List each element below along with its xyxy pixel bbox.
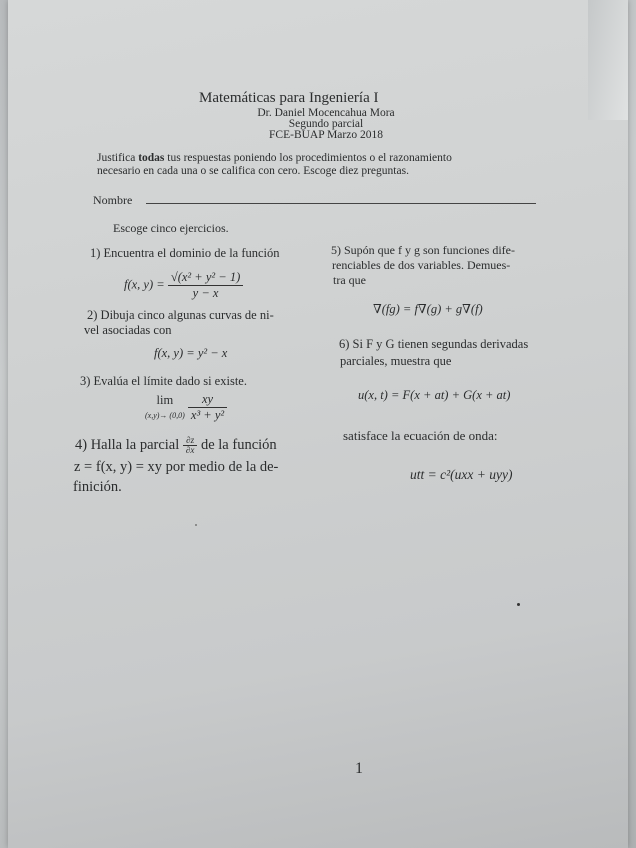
choose-instruction: Escoge cinco ejercicios.: [113, 221, 229, 235]
problem-4-pre: 4) Halla la parcial: [75, 437, 180, 453]
problem-4-derivative: [183, 436, 197, 455]
instructions-line1: tus respuestas poniendo los procedimientos o el razonamiento: [164, 152, 452, 164]
problem-1-numerator: √(x² + y² − 1): [168, 270, 243, 286]
exam-author: Dr. Daniel Mocencahua Mora: [257, 107, 395, 119]
problem-1-formula: [124, 270, 243, 301]
problem-1-fraction: [168, 270, 243, 301]
problem-3-lim-sub: (x,y)→ (0,0): [145, 410, 185, 420]
problem-5-line1: 5) Supón que f y g son funciones dife-: [331, 243, 515, 257]
problem-6-formula: u(x, t) = F(x + at) + G(x + at): [358, 388, 511, 402]
exam-name: Segundo parcial: [288, 118, 364, 130]
instructions: [97, 152, 452, 178]
paper-corner: [588, 0, 628, 120]
problem-5-line3: tra que: [333, 273, 366, 287]
problem-5-line2: renciables de dos variables. Demues-: [332, 258, 511, 272]
problem-2-formula: f(x, y) = y² − x: [154, 346, 228, 360]
problem-3-formula: [145, 392, 227, 423]
problem-5-formula: ∇(fg) = f∇(g) + g∇(f): [373, 302, 483, 316]
problem-4-line3: finición.: [73, 479, 122, 495]
problem-6-line1: 6) Si F y G tienen segundas derivadas: [339, 337, 529, 351]
problem-3-text: 3) Evalúa el límite dado si existe.: [80, 374, 247, 388]
page-number: 1: [355, 760, 363, 777]
instructions-line2: necesario en cada una o se califica con cero. Escoge diez preguntas.: [97, 165, 409, 177]
problem-2-line2: vel asociadas con: [84, 323, 172, 337]
problem-6-line2: parciales, muestra que: [340, 354, 452, 368]
problem-3-denominator: x³ + y²: [190, 408, 225, 422]
instructions-prefix: Justifica: [97, 152, 139, 164]
name-label: Nombre: [93, 193, 133, 207]
problem-6-line3: satisface la ecuación de onda:: [343, 428, 498, 443]
problem-3-fraction: [188, 392, 227, 423]
exam-date: FCE-BUAP Marzo 2018: [269, 129, 383, 141]
ink-speck: [195, 524, 197, 526]
instructions-bold: todas: [138, 152, 165, 164]
problem-4-post: de la función: [200, 437, 277, 453]
problem-4-line2: z = f(x, y) = xy por medio de la de-: [74, 459, 279, 475]
ink-speck: [517, 603, 520, 606]
problem-1-text: 1) Encuentra el dominio de la función: [90, 246, 280, 260]
problem-1-denominator: y − x: [192, 286, 219, 300]
problem-4-dden: ∂x: [185, 445, 195, 456]
exam-title: Matemáticas para Ingeniería I: [199, 90, 379, 106]
problem-3-lim: lim: [156, 392, 174, 407]
problem-3-numerator: xy: [188, 392, 227, 408]
problem-2-line1: 2) Dibuja cinco algunas curvas de ni-: [87, 308, 274, 322]
problem-1-lhs: f(x, y) =: [124, 277, 165, 292]
name-field-line[interactable]: [146, 203, 536, 204]
problem-3-limit: [145, 393, 185, 423]
problem-4-line1: [75, 436, 277, 455]
wave-equation: utt = c²(uxx + uyy): [410, 467, 513, 482]
problem-4-dnum: ∂z: [183, 436, 197, 446]
